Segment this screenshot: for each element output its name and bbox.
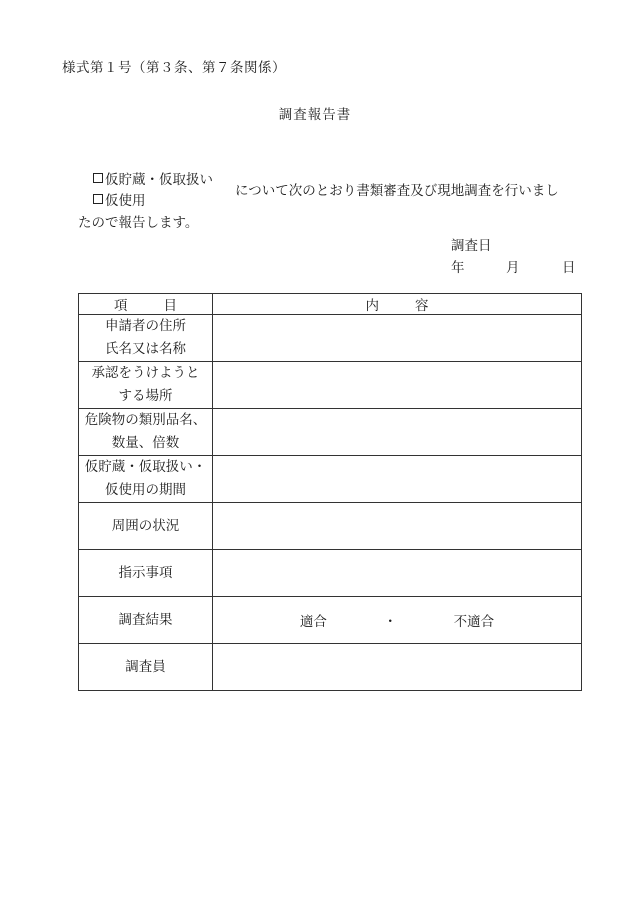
table-row <box>79 409 582 456</box>
body-text-line1: について次のとおり書類審査及び現地調査を行いまし <box>235 183 559 199</box>
header-content-a: 内 <box>365 298 379 314</box>
header-content-b: 容 <box>415 298 429 314</box>
item-label-line1: 承認をうけようと <box>91 365 200 381</box>
content-surroundings[interactable] <box>213 503 582 550</box>
item-result: 調査結果 <box>79 597 213 644</box>
survey-date-year: 年 <box>451 260 465 276</box>
body-text-line2: たので報告します。 <box>78 215 199 231</box>
form-number: 様式第１号（第３条、第７条関係） <box>62 60 286 76</box>
item-instructions: 指示事項 <box>79 550 213 597</box>
item-label-line2: する場所 <box>118 388 173 404</box>
item-label-line1: 申請者の住所 <box>105 318 186 334</box>
content-period[interactable] <box>213 456 582 503</box>
header-item <box>79 294 213 315</box>
table-row <box>79 315 582 362</box>
item-applicant <box>79 315 213 362</box>
table-row <box>79 503 582 550</box>
survey-date-month: 月 <box>506 260 520 276</box>
content-instructions[interactable] <box>213 550 582 597</box>
checkbox-icon[interactable] <box>93 173 103 183</box>
option-temporary-use[interactable] <box>93 189 146 209</box>
content-inspector[interactable] <box>213 644 582 691</box>
table-row <box>79 644 582 691</box>
item-label-line2: 氏名又は名称 <box>105 341 186 357</box>
item-label-line2: 仮使用の期間 <box>105 482 186 498</box>
header-item-a: 項 <box>114 298 128 314</box>
item-label-line1: 仮貯蔵・仮取扱い・ <box>84 459 207 475</box>
item-surroundings: 周囲の状況 <box>79 503 213 550</box>
table-row <box>79 456 582 503</box>
result-separator: ・ <box>383 614 397 630</box>
table-row <box>79 362 582 409</box>
report-table <box>78 293 582 691</box>
header-content <box>213 294 582 315</box>
item-hazardous-materials <box>79 409 213 456</box>
item-label-line1: 危険物の類別品名、 <box>84 412 207 428</box>
content-hazardous-materials[interactable] <box>213 409 582 456</box>
option-temporary-use-label: 仮使用 <box>105 193 146 209</box>
item-location <box>79 362 213 409</box>
table-row <box>79 550 582 597</box>
document-title: 調査報告書 <box>278 107 352 123</box>
item-label-line2: 数量、倍数 <box>111 435 180 451</box>
checkbox-icon[interactable] <box>93 194 103 204</box>
option-temporary-storage-label: 仮貯蔵・仮取扱い <box>105 172 213 188</box>
content-location[interactable] <box>213 362 582 409</box>
table-row <box>79 597 582 644</box>
survey-date-label: 調査日 <box>451 238 492 254</box>
survey-date-day: 日 <box>562 260 576 276</box>
content-applicant[interactable] <box>213 315 582 362</box>
result-pass[interactable]: 適合 <box>299 614 327 630</box>
table-header-row <box>79 294 582 315</box>
header-item-b: 目 <box>163 298 177 314</box>
item-inspector: 調査員 <box>79 644 213 691</box>
option-temporary-storage[interactable] <box>93 168 213 188</box>
item-period <box>79 456 213 503</box>
content-result <box>213 597 582 644</box>
result-fail[interactable]: 不適合 <box>453 614 495 630</box>
